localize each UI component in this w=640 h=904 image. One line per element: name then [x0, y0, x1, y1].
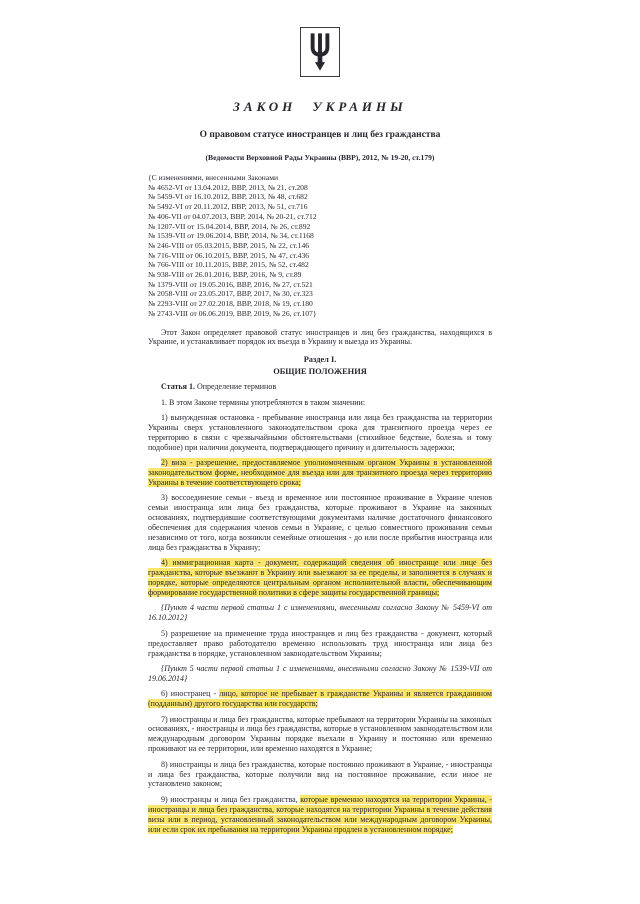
section-title [148, 367, 492, 377]
intro-paragraph [148, 328, 492, 348]
text-segment: 6) иностранец - [161, 689, 220, 699]
coat-of-arms-container [148, 0, 492, 77]
amendment-item: № 4652-VI от 13.04.2012, ВВР, 2013, № 21, ст.208 [148, 182, 308, 192]
text-segment: {Пункт 5 части первой статьи 1 с изменениями, внесенными согласно Закону № 1539-VII от 19.06.2014} [148, 663, 492, 683]
highlighted-text: 4) иммиграционная карта - документ, содержащий сведения об иностранце или лице без гражданства, которые въезжают в Украину или выезжают за ее пределы, и заполняется в случаях и порядке, которые определяются центральным органом исполнительной власти, обеспечивающим формирование государственной политики в сфере защиты государственной границы; [148, 558, 492, 597]
amendment-item: № 716-VIII от 06.10.2015, ВВР, 2015, № 47, ст.436 [148, 250, 310, 260]
paragraph [148, 795, 492, 835]
text-segment: 1. В этом Законе термины употребляются в таком значении: [161, 397, 366, 407]
text-segment: Раздел I. [303, 355, 337, 365]
amendment-note [148, 664, 492, 684]
text-segment: 1) вынужденная остановка - пребывание иностранца или лица без гражданства на территории Украины сверх установленного законодательством срока для транзитного проезда через ее территорию в связи с чрезвычайными обстоятельствами (стихийное бедствие, болезнь и тому подобное) при наличии документа, подтверждающего причину и длительность задержки; [148, 412, 492, 452]
highlighted-text: которые временно находятся на территории Украины, - иностранцы и лица без гражданства, которые находятся на территории Украины в течение действия визы или в период, установленный законодательством или международным договором Украины, или если срок их пребывания на территории Украины продлен в установленном порядке; [148, 794, 492, 834]
paragraph [148, 493, 492, 552]
amendment-item: № 938-VIII от 26.01.2016, ВВР, 2016, № 9, ст.89 [148, 270, 302, 280]
text-segment: ОБЩИЕ ПОЛОЖЕНИЯ [273, 366, 367, 376]
law-title: ЗАКОН УКРАИНЫ [233, 99, 407, 114]
gazette-reference: (Ведомости Верховной Рады Украины (ВВР), 2012, № 19-20, ст.179) [205, 153, 435, 162]
document-content-column [148, 0, 492, 835]
text-segment: Статья 1. [161, 382, 195, 392]
section-heading [148, 355, 492, 365]
paragraph [148, 760, 492, 790]
amendments-block [148, 173, 492, 319]
text-segment: 8) иностранцы и лица без гражданства, которые постоянно проживают в Украине, - иностранцы и лица без гражданства, которые получили вид на постоянное проживание, если иное не установлено законом; [148, 759, 492, 789]
coat-of-arms [300, 27, 340, 77]
article-heading [148, 382, 492, 392]
paragraph [148, 458, 492, 488]
ukraine-trident-icon [306, 31, 334, 73]
amendments-intro: {С изменениями, внесенными Законами [148, 173, 279, 182]
amendment-item: № 246-VIII от 05.03.2015, ВВР, 2015, № 22, ст.146 [148, 240, 310, 250]
amendment-note [148, 603, 492, 623]
amendment-item: № 1379-VIII от 19.05.2016, ВВР, 2016, № 27, ст.521 [148, 279, 313, 289]
highlighted-text: 2) виза - разрешение, предоставляемое уполномоченным органом Украины в установленной законодательством форме, необходимое для въезда или для транзитного проезда через территорию Украины в течение соответствующего срока; [148, 458, 492, 487]
amendment-item: № 2743-VIII от 06.06.2019, ВВР, 2019, № 26, ст.107} [148, 308, 317, 318]
paragraph [148, 715, 492, 755]
amendment-item: № 5492-VI от 20.11.2012, ВВР, 2013, № 51, ст.716 [148, 202, 308, 212]
amendment-item: № 2058-VIII от 23.05.2017, ВВР, 2017, № 30, ст.323 [148, 289, 313, 299]
law-subtitle: О правовом статусе иностранцев и лиц без гражданства [199, 130, 441, 140]
text-segment: 9) иностранцы и лица без гражданства, [161, 794, 301, 804]
amendment-item: № 406-VII от 04.07.2013, ВВР, 2014, № 20-21, ст.712 [148, 211, 317, 221]
paragraph [148, 558, 492, 598]
highlighted-text: лицо, которое не пребывает в гражданстве Украины и является гражданином (подданным) другого государства или государств; [148, 689, 492, 709]
amendment-item: № 1539-VII от 19.06.2014, ВВР, 2014, № 34, ст.1168 [148, 231, 314, 241]
amendment-item: № 5459-VI от 16.10.2012, ВВР, 2013, № 48, ст.682 [148, 192, 308, 202]
text-segment: {Пункт 4 части первой статьи 1 с изменениями, внесенными согласно Закону № 5459-VI от 16.10.2012} [148, 603, 492, 623]
text-segment: Этот Закон определяет правовой статус иностранцев и лиц без гражданства, находящихся в Украине, и устанавливает порядок их въезда в Украину и выезда из Украины. [148, 327, 492, 347]
amendment-item: № 766-VIII от 10.11.2015, ВВР, 2015, № 52, ст.482 [148, 260, 309, 270]
text-segment: 3) воссоединение семьи - въезд и временное или постоянное проживание в Украине членов семьи иностранца или лица без гражданства, которые проживают в Украине на законных основаниях, подтвердившие соответствующими документами наличие достаточного финансового обеспечения для содержания членов семьи в Украине, с целью совместного проживания семьи независимо от того, когда возникли семейные отношения - до или после прибытия иностранца или лица без гражданства в Украину; [148, 493, 492, 552]
amendment-item: № 1207-VII от 15.04.2014, ВВР, 2014, № 26, ст.892 [148, 221, 311, 231]
paragraph [148, 398, 492, 408]
paragraph [148, 413, 492, 453]
text-segment: Определение терминов [194, 382, 277, 392]
paragraph [148, 689, 492, 709]
paragraph [148, 629, 492, 659]
text-segment: 5) разрешение на применение труда иностранцев и лиц без гражданства - документ, который предоставляет право работодателю временно использовать труд иностранца или лица без гражданства в порядке, установленном законодательством Украины; [148, 628, 492, 658]
amendment-item: № 2293-VIII от 27.02.2018, ВВР, 2018, № 19, ст.180 [148, 299, 313, 309]
document-body [148, 328, 492, 835]
text-segment: 7) иностранцы и лица без гражданства, которые пребывают на территории Украины на законных основаниях, - иностранцы и лица без гражданства, которые в установленном законодательством или международным договором Украины порядке въехали в Украину и постоянно или временно проживают на ее территории, или временно находятся в Украине; [148, 714, 492, 754]
